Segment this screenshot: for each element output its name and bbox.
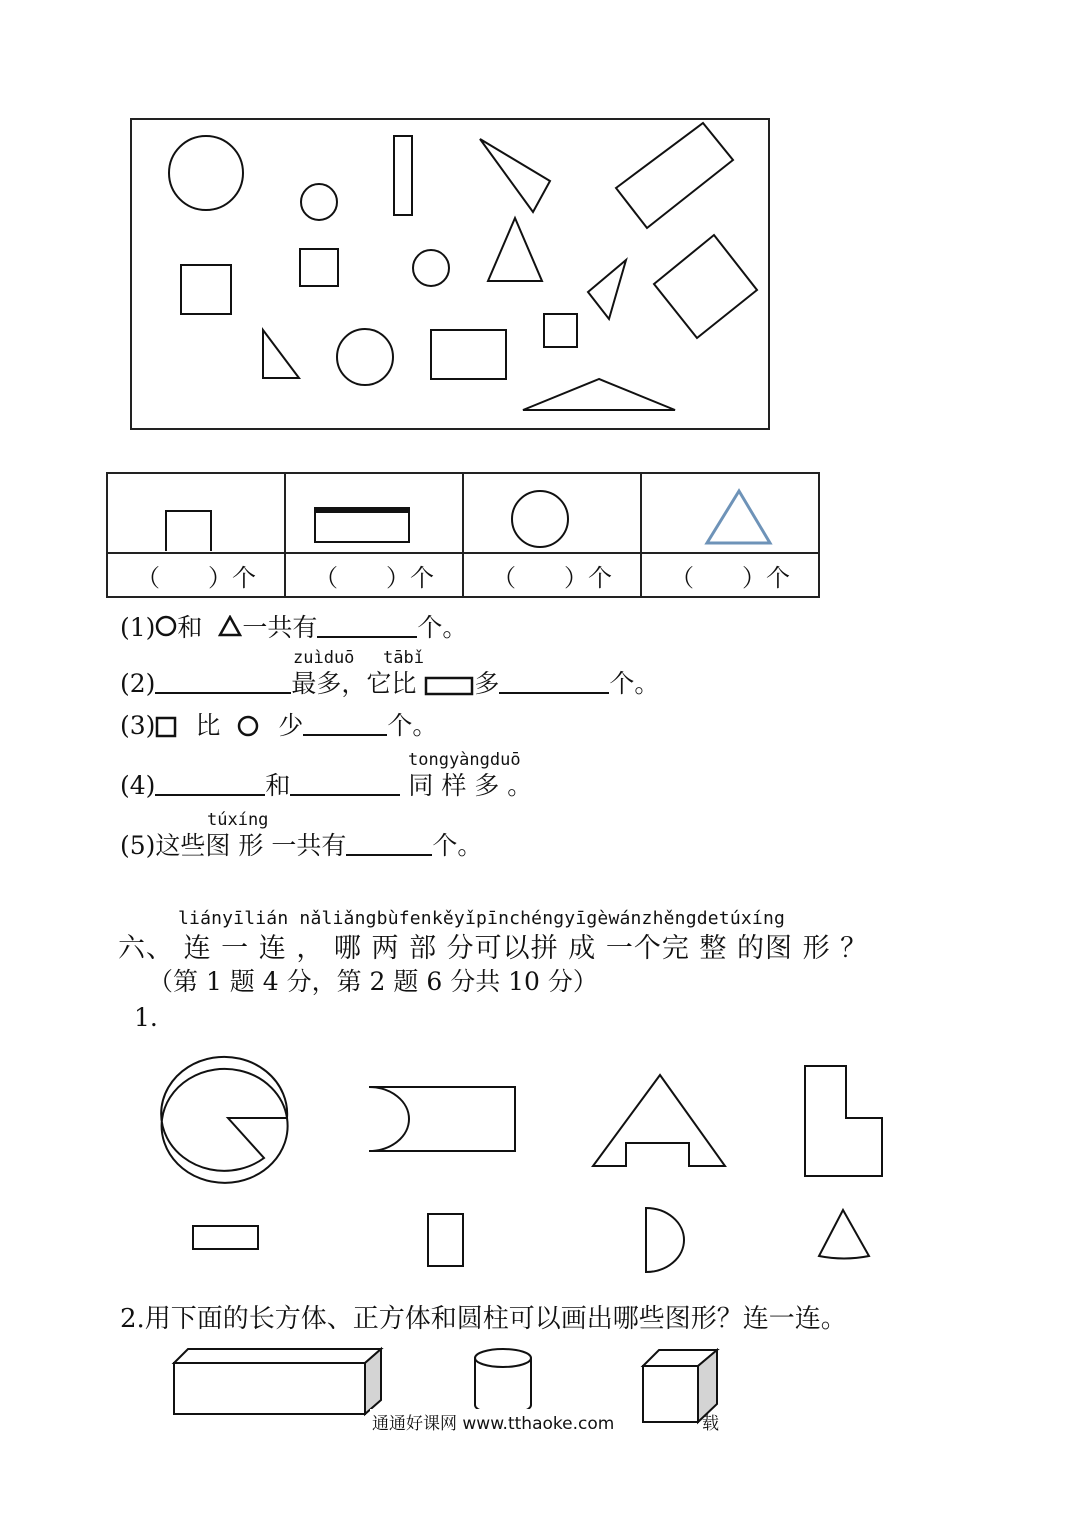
question-text: 少 <box>278 711 304 740</box>
l-shape-piece <box>805 1066 882 1176</box>
rectangle-icon <box>424 674 474 696</box>
question-number: (3) <box>120 711 156 740</box>
answer-cell[interactable]: （ ）个 <box>107 553 285 597</box>
question-5 <box>120 826 482 862</box>
question-text: 和 <box>177 613 203 642</box>
question-end: 个。 <box>387 711 438 740</box>
triangle-shape <box>488 218 542 281</box>
triangle-shape <box>480 139 550 212</box>
question-end: 个。 <box>609 669 660 698</box>
rectangle-shape <box>616 123 733 228</box>
triangle-shape <box>588 260 626 319</box>
answer-blank[interactable] <box>499 692 609 694</box>
square-shape <box>544 314 577 347</box>
triangle-icon <box>642 475 818 551</box>
question-2 <box>120 664 659 700</box>
square-shape <box>300 249 338 286</box>
triangle-shape <box>263 330 299 378</box>
tall-rect-piece <box>428 1214 463 1266</box>
square-shape <box>181 265 231 314</box>
answer-blank[interactable] <box>155 692 291 694</box>
answer-blank[interactable] <box>155 794 265 796</box>
small-rect-piece <box>193 1226 258 1249</box>
question-text: 一共有 <box>242 613 318 642</box>
footer-tail: 载 <box>702 1414 719 1434</box>
sector-piece <box>819 1210 869 1258</box>
square-shape <box>654 235 757 338</box>
square-icon <box>155 716 177 738</box>
answer-cell[interactable]: （ ）个 <box>641 553 819 597</box>
circle-icon <box>464 475 640 551</box>
rectangle-shape <box>394 136 412 215</box>
circle-shape <box>337 329 393 385</box>
rectangle-icon <box>286 475 462 551</box>
triangle-icon <box>218 615 242 637</box>
shapes-canvas <box>0 0 1087 440</box>
circle-shape <box>301 184 337 220</box>
pacman-circle-piece <box>161 1057 287 1183</box>
question-number: (2) <box>120 669 156 698</box>
watermark: 通通好课网 www.tthaoke.com <box>370 1409 616 1434</box>
matching-shapes <box>0 1050 1087 1290</box>
question-end: 同 样 多 。 <box>408 771 533 800</box>
cuboid-icon <box>174 1349 381 1414</box>
circle-icon <box>155 615 177 637</box>
question-4 <box>120 766 532 802</box>
question-text: 多 <box>474 669 500 698</box>
table-cell-circle <box>463 473 641 553</box>
question-number: (4) <box>120 771 156 800</box>
section-title: 六、 连 一 连 ， 哪 两 部 分可以拼 成 一个完 整 的图 形 ？ <box>118 933 869 964</box>
table-cell-triangle <box>641 473 819 553</box>
question-end: 个。 <box>432 831 483 860</box>
answer-blank[interactable] <box>290 794 400 796</box>
triangle-with-notch-piece <box>593 1075 725 1166</box>
question-end: 个。 <box>417 613 468 642</box>
rectangle-shape <box>431 330 506 379</box>
answer-cell[interactable]: （ ）个 <box>463 553 641 597</box>
table-cell-rectangle <box>285 473 463 553</box>
question-number: (1) <box>120 613 156 642</box>
question-3 <box>120 706 437 742</box>
question-text: 和 <box>265 771 291 800</box>
circle-icon <box>236 714 260 738</box>
pinyin-tabi: tābǐ <box>383 648 424 668</box>
question-text: 这些图 形 一共有 <box>155 831 347 860</box>
count-table <box>106 472 820 598</box>
answer-blank[interactable] <box>317 636 417 638</box>
answer-blank[interactable] <box>303 734 387 736</box>
part-2-label: 2.用下面的长方体、正方体和圆柱可以画出哪些图形？连一连。 <box>120 1304 847 1334</box>
pinyin-tuxing: túxíng <box>207 810 269 830</box>
question-number: (5) <box>120 831 156 860</box>
half-circle-piece <box>646 1208 684 1272</box>
cylinder-icon <box>475 1349 531 1414</box>
answer-cell[interactable]: （ ）个 <box>285 553 463 597</box>
table-cell-square <box>107 473 285 553</box>
rect-with-notch-piece <box>369 1087 515 1151</box>
pinyin-tongyangduo: tongyàngduō <box>408 750 521 770</box>
section-score: （第 1 题 4 分，第 2 题 6 分共 10 分） <box>148 967 598 996</box>
answer-blank[interactable] <box>346 854 432 856</box>
circle-shape <box>169 136 243 210</box>
part-1-label: 1. <box>134 1003 158 1032</box>
section-pinyin: liányīlián nǎliǎngbùfenkěyǐpīnchéngyīgèwánzhěngdetúxíng <box>178 908 786 929</box>
square-icon <box>108 475 284 551</box>
question-1 <box>120 608 467 644</box>
question-text: 比 <box>195 711 221 740</box>
pinyin-zuiduo: zuìduō <box>293 648 355 668</box>
triangle-shape <box>523 379 675 410</box>
circle-shape <box>413 250 449 286</box>
question-text: 最多，它比 <box>291 669 417 698</box>
